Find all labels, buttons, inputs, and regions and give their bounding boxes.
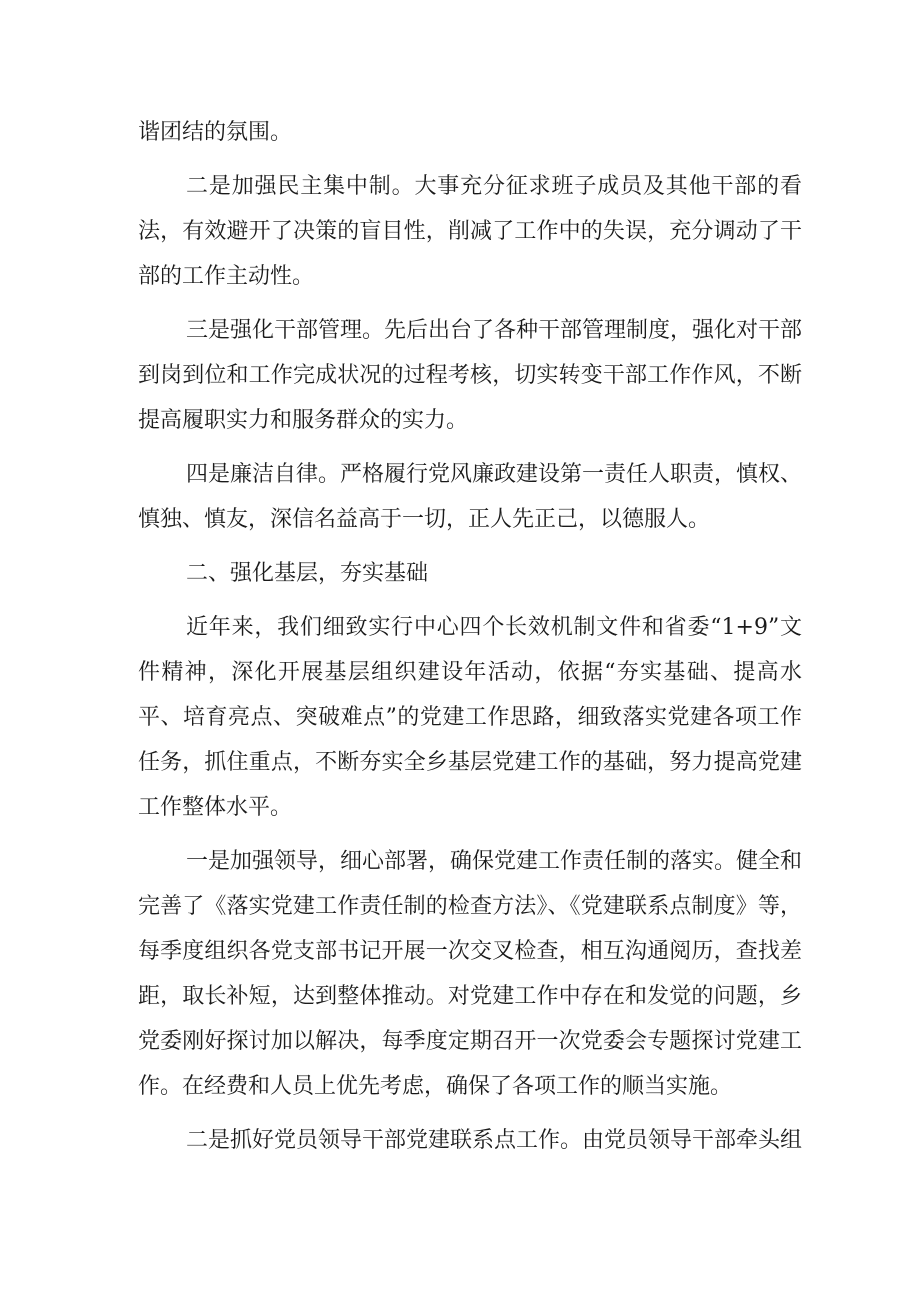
paragraph-cadre-management: 三是强化干部管理。先后出台了各种干部管理制度，强化对干部到岗到位和工作完成状况的过程考核，切实转变干部工作作风，不断提高履职实力和服务群众的实力。 [138, 318, 803, 433]
paragraph-self-discipline: 四是廉洁自律。严格履行党风廉政建设第一责任人职责，慎权、慎独、慎友，深信名益高于一切，正人先正己，以德服人。 [138, 462, 803, 532]
document-body [138, 110, 802, 1172]
paragraph-continuation: 谐团结的氛围。 [138, 120, 293, 145]
paragraph-leadership: 一是加强领导，细心部署，确保党建工作责任制的落实。健全和完善了《落实党建工作责任制的检查方法》、《党建联系点制度》等，每季度组织各党支部书记开展一次交叉检查，相互沟通阅历，查找差距，取长补短，达到整体推动。对党建工作中存在和发觉的问题，乡党委刚好探讨加以解决，每季度定期召开一次党委会专题探讨党建工作。在经费和人员上优先考虑，确保了各项工作的顺当实施。 [138, 849, 803, 1099]
paragraph-democratic-centralism: 二是加强民主集中制。大事充分征求班子成员及其他干部的看法，有效避开了决策的盲目性，削减了工作中的失误，充分调动了干部的工作主动性。 [138, 174, 802, 289]
section-heading: 二、强化基层，夯实基础 [186, 561, 429, 586]
paragraph-recent-years: 近年来，我们细致实行中心四个长效机制文件和省委“1+9”文件精神，深化开展基层组织建设年活动，依据“夯实基础、提高水平、培育亮点、突破难点”的党建工作思路，细致落实党建各项工作任务，抓住重点，不断夯实全乡基层党建工作的基础，努力提高党建工作整体水平。 [138, 615, 802, 820]
paragraph-contact-points: 二是抓好党员领导干部党建联系点工作。由党员领导干部牵头组 [186, 1128, 803, 1153]
